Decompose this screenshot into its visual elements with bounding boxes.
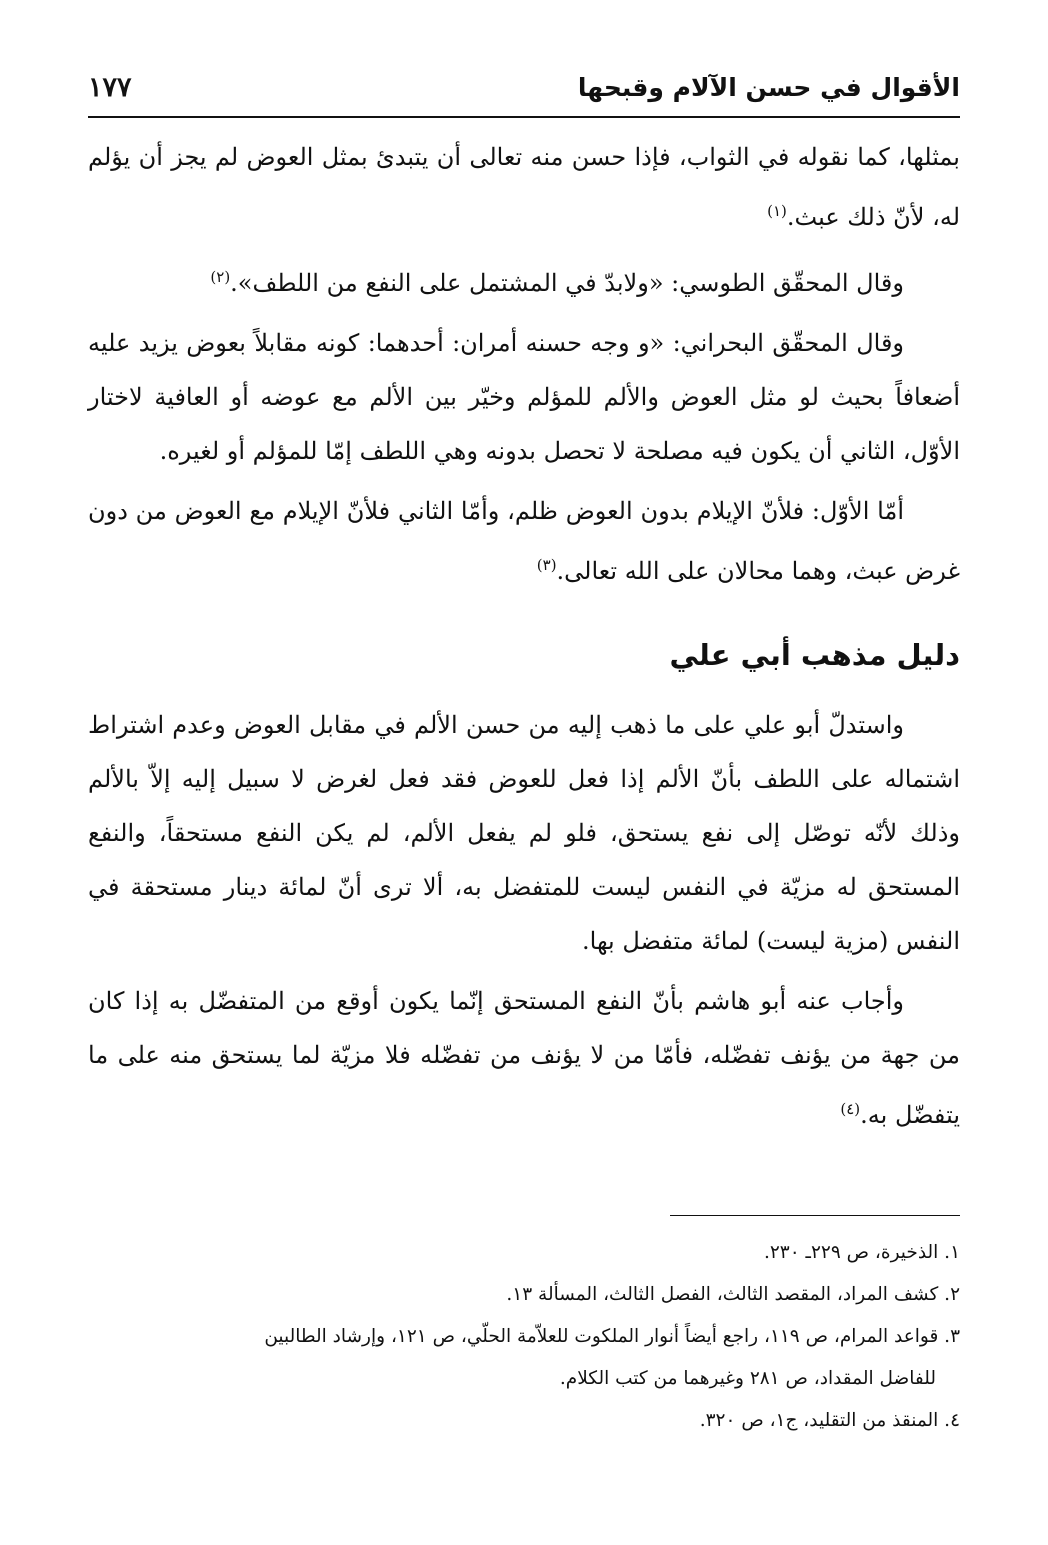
footnote-ref-4: (٤) bbox=[840, 1100, 861, 1118]
footnote-1: ١. الذخيرة، ص ٢٢٩ـ ٢٣٠. bbox=[763, 1242, 960, 1263]
paragraph-6 bbox=[88, 974, 960, 1142]
footnote-rule bbox=[670, 1215, 960, 1216]
footnote-4: ٤. المنقذ من التقليد، ج١، ص ٣٢٠. bbox=[699, 1410, 960, 1431]
footnotes bbox=[88, 1232, 960, 1442]
paragraph-1-text: بمثلها، كما نقوله في الثواب، فإذا حسن منه تعالى أن يتبدئ بمثل العوض لم يجز أن يؤلم له، لأنّ ذلك عبث. bbox=[88, 143, 960, 231]
paragraph-6-text: وأجاب عنه أبو هاشم بأنّ النفع المستحق إنّما يكون أوقع من المتفضّل به إذا كان من جهة من يؤنف تفضّله، فأمّا من لا يؤنف من تفضّله فلا مزيّة لما يستحق منه على ما يتفضّل به. bbox=[88, 987, 960, 1129]
page-number: ١٧٧ bbox=[88, 71, 132, 103]
paragraph-4 bbox=[88, 484, 960, 598]
section-heading: دليل مذهب أبي علي bbox=[669, 638, 960, 672]
running-header bbox=[88, 62, 960, 112]
paragraph-5: واستدلّ أبو علي على ما ذهب إليه من حسن الألم في مقابل العوض وعدم اشتراط اشتماله على اللطف بأنّ الألم إذا فعل للعوض فقد فعل لغرض لا سبيل إليه إلاّ بالألم وذلك لأنّه توصّل إلى نفع يستحق، فلو لم يفعل الألم، لم يكن النفع مستحقاً، والنفع المستحق له مزيّة في النفس ليست للمتفضل به، ألا ترى أنّ لمائة دينار مستحقة في النفس (مزية ليست) لمائة متفضل بها. bbox=[88, 711, 961, 955]
footnote-ref-1: (١) bbox=[767, 202, 787, 220]
running-title: الأقوال في حسن الآلام وقبحها bbox=[577, 72, 960, 102]
footnote-ref-3: (٣) bbox=[536, 556, 557, 574]
footnote-3-line-2: للفاضل المقداد، ص ٢٨١ وغيرهما من كتب الكلام. bbox=[559, 1368, 936, 1389]
paragraph-3: وقال المحقّق البحراني: «و وجه حسنه أمران: أحدهما: كونه مقابلاً بعوض يزيد عليه أضعافاً بحيث لو مثل العوض والألم للمؤلم وخيّر بين الألم مع عوضه أو العافية لاختار الأوّل، الثاني أن يكون فيه مصلحة لا تحصل بدونه وهي اللطف إمّا للمؤلم أو لغيره. bbox=[88, 329, 960, 465]
footnote-ref-2: (٢) bbox=[210, 268, 231, 286]
paragraph-1 bbox=[88, 130, 960, 244]
paragraph-2-text: وقال المحقّق الطوسي: «ولابدّ في المشتمل على النفع من اللطف». bbox=[230, 269, 904, 297]
paragraph-4-text: أمّا الأوّل: فلأنّ الإيلام بدون العوض ظلم، وأمّا الثاني فلأنّ الإيلام مع العوض من دون غرض عبث، وهما محالان على الله تعالى. bbox=[88, 497, 960, 585]
paragraph-2 bbox=[88, 250, 960, 310]
header-rule bbox=[88, 116, 960, 118]
main-text bbox=[88, 130, 960, 1142]
footnote-2: ٢. كشف المراد، المقصد الثالث، الفصل الثالث، المسألة ١٣. bbox=[506, 1284, 960, 1305]
footnote-3-line-1: ٣. قواعد المرام، ص ١١٩، راجع أيضاً أنوار الملكوت للعلاّمة الحلّي، ص ١٢١، وإرشاد الطالبين bbox=[264, 1326, 960, 1347]
